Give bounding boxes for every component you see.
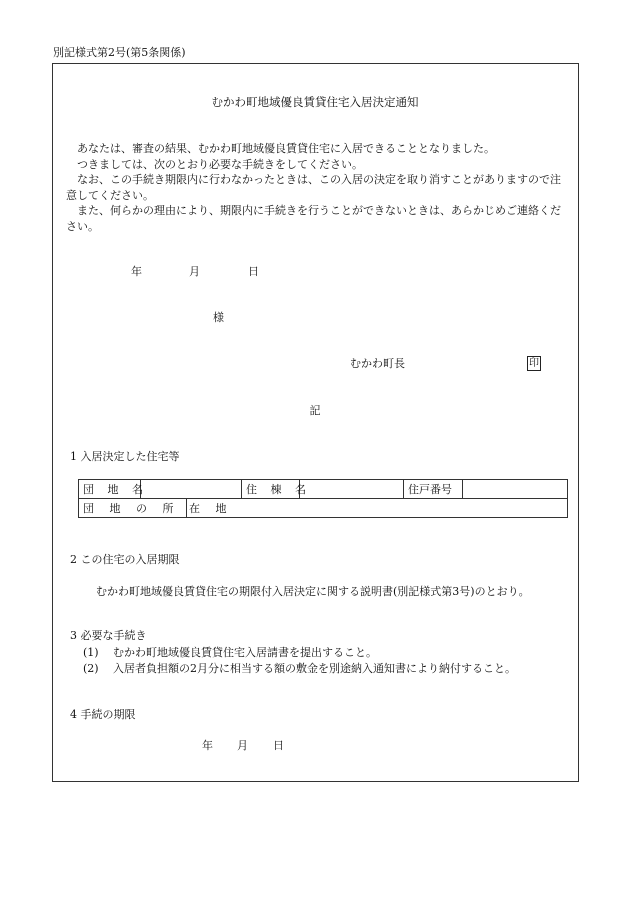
deadline-month: 月 (237, 739, 248, 752)
seal-mark: 印 (529, 358, 539, 369)
table-row (79, 499, 568, 518)
unit-number-value (463, 480, 568, 499)
deadline-year: 年 (202, 739, 213, 752)
building-name-label: 住 棟 名 (242, 480, 300, 499)
section1-heading: 1 入居決定した住宅等 (70, 450, 180, 463)
address-label: 団 地 の 所 在 地 (79, 499, 187, 518)
document-title: むかわ町地域優良賃貸住宅入居決定通知 (211, 95, 419, 109)
address-value (187, 499, 568, 518)
table-row (79, 480, 568, 499)
section3-item-2-text: 入居者負担額の2月分に相当する額の敷金を別途納入通知書により納付すること。 (113, 662, 516, 675)
building-name-value (300, 480, 404, 499)
section3-item-2-num: (2) (83, 662, 99, 675)
body-paragraph-2: つきましては、次のとおり必要な手続きをしてください。 (77, 157, 363, 171)
date-day: 日 (248, 265, 259, 278)
section3-item-1-text: むかわ町地域優良賃貸住宅入居請書を提出すること。 (113, 646, 377, 659)
complex-name-label: 団 地 名 (79, 480, 141, 499)
section2-body: むかわ町地域優良賃貸住宅の期限付入居決定に関する説明書(別記様式第3号)のとおり。 (96, 585, 530, 598)
date-year: 年 (131, 265, 142, 278)
body-paragraph-1: あなたは、審査の結果、むかわ町地域優良賃貸住宅に入居できることとなりました。 (77, 142, 495, 155)
body-paragraph-4: また、何らかの理由により、期限内に手続きを行うことができないときは、あらかじめご連絡ください。 (66, 204, 561, 233)
housing-table (78, 479, 568, 518)
ki-heading: 記 (309, 404, 321, 417)
complex-name-value (141, 480, 242, 499)
issuer-name: むかわ町長 (350, 357, 405, 370)
section2-heading: 2 この住宅の入居期限 (70, 553, 180, 566)
recipient-suffix: 様 (213, 311, 224, 324)
notice-body (66, 141, 561, 234)
section3-item-1-num: (1) (83, 646, 99, 659)
body-paragraph-3: なお、この手続き期限内に行わなかったときは、この入居の決定を取り消すことがありますので注意してください。 (66, 173, 561, 202)
unit-number-label: 住戸番号 (404, 480, 463, 499)
form-header: 別記様式第2号(第5条関係) (53, 46, 186, 59)
deadline-day: 日 (273, 739, 284, 752)
section3-heading: 3 必要な手続き (70, 629, 147, 642)
section4-heading: 4 手続の期限 (70, 708, 136, 721)
date-month: 月 (189, 265, 200, 278)
